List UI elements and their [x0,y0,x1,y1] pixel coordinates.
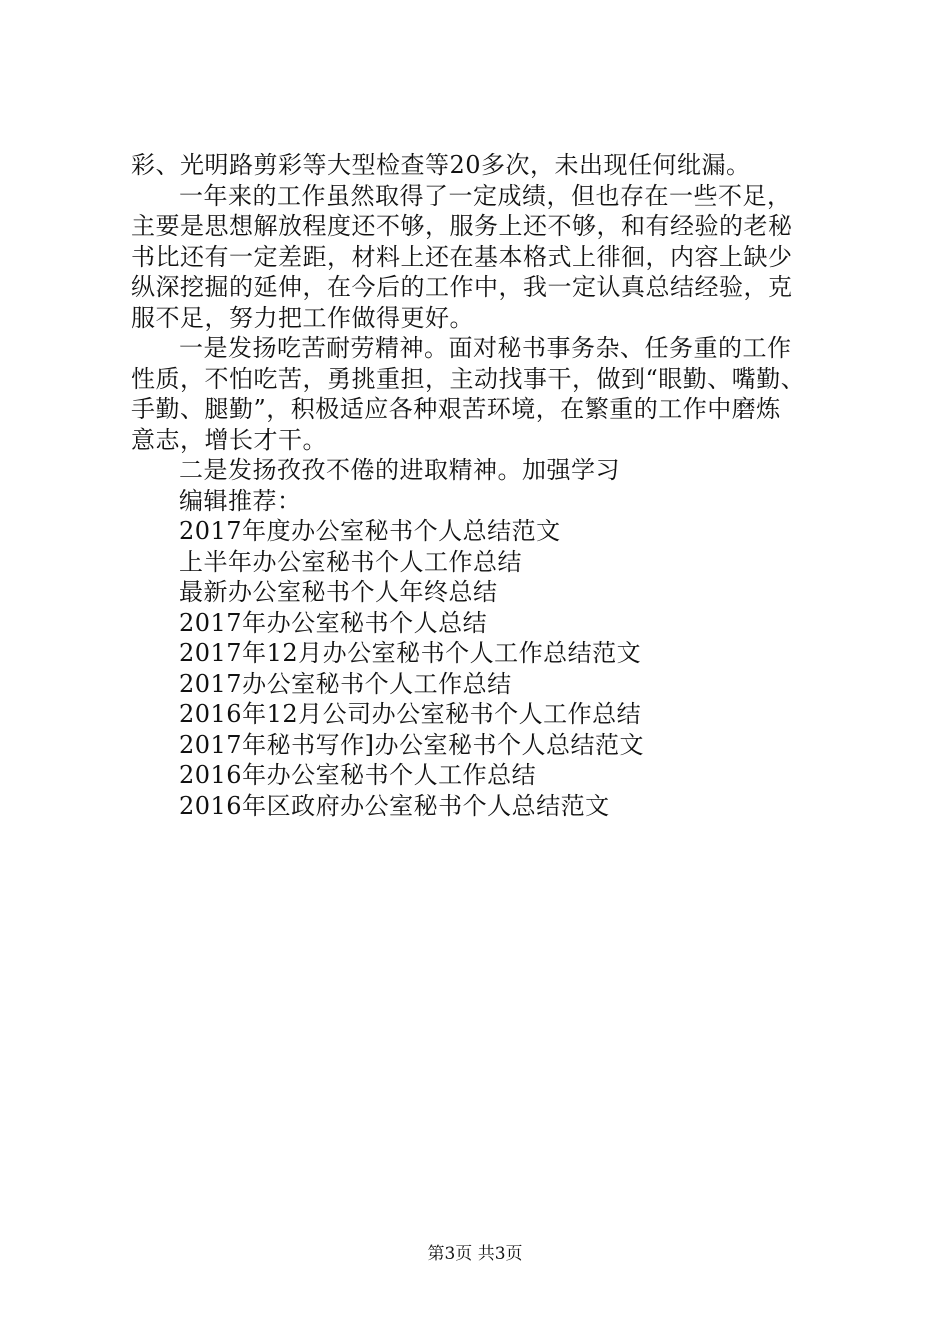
recommended-link[interactable]: 2017办公室秘书个人工作总结 [179,669,512,698]
recommended-link[interactable]: 2016年办公室秘书个人工作总结 [179,761,537,789]
page-number-footer: 第3页 共3页 [427,1244,523,1264]
document-body [131,150,831,821]
paragraph-line: 一是发扬吃苦耐劳精神。面对秘书事务杂、任务重的工作 [179,334,792,362]
recommended-link[interactable]: 2017年办公室秘书个人总结 [179,608,488,637]
recommended-link[interactable]: 2016年12月公司办公室秘书个人工作总结 [179,700,642,728]
paragraph-line: 彩、光明路剪彩等大型检查等20多次，未出现任何纰漏。 [131,151,751,179]
paragraph-line: 主要是思想解放程度还不够，服务上还不够，和有经验的老秘 [131,212,793,240]
paragraph-line: 二是发扬孜孜不倦的进取精神。加强学习 [179,456,620,484]
recommended-link[interactable]: 2017年秘书写作]办公室秘书个人总结范文 [179,730,644,759]
recommended-link[interactable]: 最新办公室秘书个人年终总结 [179,578,498,606]
recommended-link[interactable]: 2017年度办公室秘书个人总结范文 [179,517,561,545]
paragraph-line: 书比还有一定差距，材料上还在基本格式上徘徊，内容上缺少 [131,242,793,271]
paragraph-line: 手勤、腿勤”，积极适应各种艰苦环境，在繁重的工作中磨炼 [131,395,781,423]
recommended-link[interactable]: 2016年区政府办公室秘书个人总结范文 [179,791,610,820]
paragraph-line: 一年来的工作虽然取得了一定成绩，但也存在一些不足， [179,181,792,210]
paragraph-line: 意志，增长才干。 [131,425,327,454]
paragraph-line: 服不足，努力把工作做得更好。 [131,303,474,332]
paragraph-line: 性质，不怕吃苦，勇挑重担，主动找事干，做到“眼勤、嘴勤、 [131,364,806,393]
recommended-link[interactable]: 2017年12月办公室秘书个人工作总结范文 [179,639,642,667]
paragraph-line: 纵深挖掘的延伸，在今后的工作中，我一定认真总结经验，克 [131,273,793,301]
recommended-link[interactable]: 上半年办公室秘书个人工作总结 [179,547,522,576]
recommend-label: 编辑推荐： [179,486,302,515]
